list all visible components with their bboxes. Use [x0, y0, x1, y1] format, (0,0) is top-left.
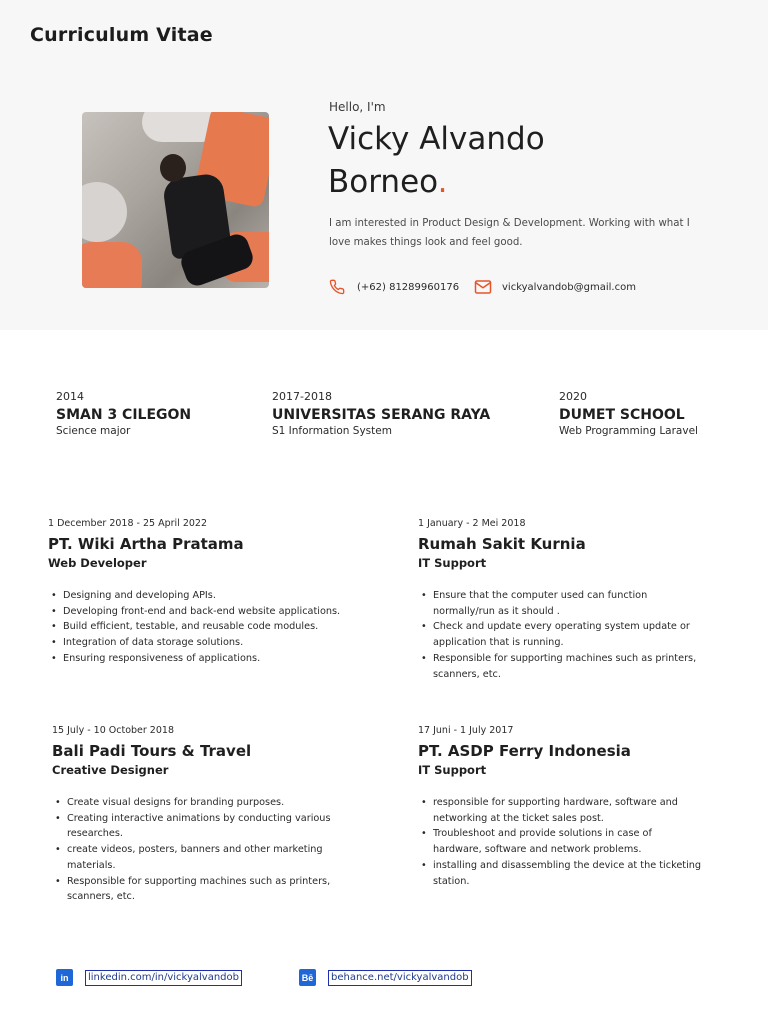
behance-link[interactable]: behance.net/vickyalvandob — [328, 970, 472, 986]
job-company: PT. Wiki Artha Pratama — [48, 535, 244, 553]
job-duty: • Integration of data storage solutions. — [48, 635, 368, 651]
job-duty: • Ensuring responsiveness of applications. — [48, 651, 368, 667]
name-line-1: Vicky Alvando — [328, 121, 545, 157]
greeting: Hello, I'm — [329, 100, 386, 114]
job-date: 15 July - 10 October 2018 — [52, 725, 174, 736]
job-duty: • Designing and developing APIs. — [48, 588, 368, 604]
job-duty: • Ensure that the computer used can function normally/run as it should . — [418, 588, 698, 619]
education-item — [272, 390, 490, 437]
education-school: UNIVERSITAS SERANG RAYA — [272, 407, 491, 423]
linkedin-link[interactable]: linkedin.com/in/vickyalvandob — [85, 970, 242, 986]
education-school: SMAN 3 CILEGON — [56, 407, 192, 423]
experience-item — [48, 518, 368, 667]
education-major: Science major — [56, 425, 131, 437]
email-address: vickyalvandob@gmail.com — [502, 281, 636, 293]
education-major: S1 Information System — [272, 425, 392, 437]
name-line-2: Borneo — [328, 164, 438, 200]
education-year: 2017-2018 — [272, 390, 332, 403]
mail-icon — [474, 279, 490, 295]
job-duty: • Troubleshoot and provide solutions in case of hardware, software and network problems. — [418, 826, 703, 857]
job-duty: • installing and disassembling the device at the ticketing station. — [418, 858, 703, 889]
job-role: Web Developer — [48, 556, 147, 570]
job-company: Bali Padi Tours & Travel — [52, 742, 252, 760]
name-accent-dot: . — [437, 164, 448, 200]
job-duties — [418, 588, 698, 682]
education-school: DUMET SCHOOL — [559, 407, 685, 423]
education-item — [56, 390, 191, 437]
job-duty: • Creating interactive animations by conducting various researches. — [52, 811, 352, 842]
education-major: Web Programming Laravel — [559, 425, 698, 437]
job-date: 17 Juni - 1 July 2017 — [418, 725, 514, 736]
job-company: PT. ASDP Ferry Indonesia — [418, 742, 631, 760]
phone-number: (+62) 81289960176 — [357, 281, 460, 293]
experience-item — [418, 725, 703, 889]
social-behance — [299, 969, 472, 986]
contact-email — [474, 279, 636, 295]
bio-text: I am interested in Product Design & Development. Working with what I love makes things look and feel good. — [329, 218, 690, 248]
job-duty: • Check and update every operating system update or application that is running. — [418, 619, 698, 650]
job-duty: • Responsible for supporting machines such as printers, scanners, etc. — [52, 874, 352, 905]
behance-icon: Bē — [299, 969, 316, 986]
education-year: 2020 — [559, 390, 587, 403]
job-duty: • Create visual designs for branding purposes. — [52, 795, 352, 811]
job-company: Rumah Sakit Kurnia — [418, 535, 586, 553]
education-year: 2014 — [56, 390, 84, 403]
full-name — [328, 118, 628, 204]
contact-phone — [329, 279, 459, 295]
document-title: Curriculum Vitae — [30, 24, 213, 46]
job-date: 1 December 2018 - 25 April 2022 — [48, 518, 208, 529]
job-role: Creative Designer — [52, 763, 169, 777]
experience-item — [418, 518, 698, 682]
social-linkedin — [56, 969, 242, 986]
profile-photo — [82, 112, 269, 288]
job-duty: • Build efficient, testable, and reusable code modules. — [48, 619, 368, 635]
phone-icon — [329, 279, 345, 295]
job-role: IT Support — [418, 556, 487, 570]
job-duties — [48, 588, 368, 667]
job-role: IT Support — [418, 763, 487, 777]
experience-item — [52, 725, 352, 905]
job-duties — [52, 795, 352, 905]
job-duty: • create videos, posters, banners and other marketing materials. — [52, 842, 352, 873]
education-item — [559, 390, 698, 437]
job-duties — [418, 795, 703, 889]
job-duty: • responsible for supporting hardware, software and networking at the ticket sales post. — [418, 795, 703, 826]
job-date: 1 January - 2 Mei 2018 — [418, 518, 526, 529]
linkedin-icon: in — [56, 969, 73, 986]
job-duty: • Developing front-end and back-end website applications. — [48, 604, 368, 620]
job-duty: • Responsible for supporting machines such as printers, scanners, etc. — [418, 651, 698, 682]
